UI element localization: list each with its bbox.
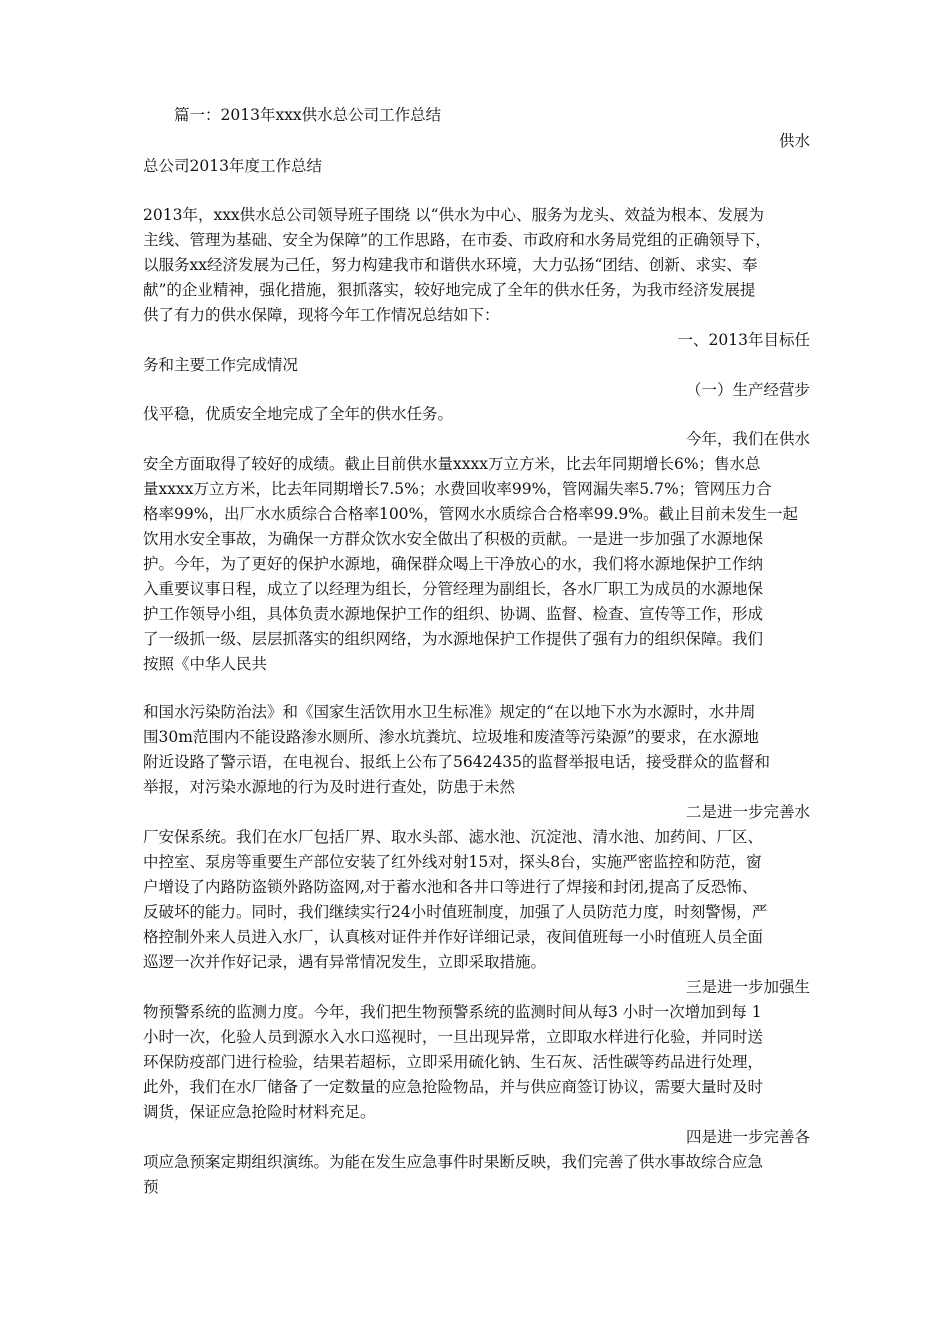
text-line: 和国水污染防治法》和《国家生活饮用水卫生标准》规定的“在以地下水为水源时，水井周 bbox=[143, 703, 756, 721]
text-line: 献”的企业精神，强化措施，狠抓落实，较好地完成了全年的供水任务，为我市经济发展提 bbox=[143, 281, 756, 299]
section-heading: 务和主要工作完成情况 bbox=[143, 356, 299, 374]
subsection-heading: 伐平稳，优质安全地完成了全年的供水任务。 bbox=[143, 405, 454, 423]
text-line: 护。今年，为了更好的保护水源地，确保群众喝上干净放心的水，我们将水源地保护工作纳 bbox=[143, 555, 764, 573]
subsection-heading: （一）生产经营步 bbox=[685, 381, 810, 399]
text-line: 预 bbox=[143, 1178, 159, 1196]
text-line: 总公司2013年度工作总结 bbox=[143, 157, 322, 175]
text-line: 巡逻一次并作好记录，遇有异常情况发生，立即采取措施。 bbox=[143, 953, 547, 971]
text-line: 二是进一步完善水 bbox=[685, 803, 810, 821]
text-line: 围30m范围内不能设路渗水厕所、渗水坑粪坑、垃圾堆和废渣等污染源”的要求，在水源地 bbox=[143, 728, 759, 746]
text-line: 格控制外来人员进入水厂，认真核对证件并作好详细记录，夜间值班每一小时值班人员全面 bbox=[143, 928, 764, 946]
text-line: 项应急预案定期组织演练。为能在发生应急事件时果断反映，我们完善了供水事故综合应急 bbox=[143, 1153, 764, 1171]
text-line: 主线、管理为基础、安全为保障”的工作思路，在市委、市政府和水务局党组的正确领导下， bbox=[143, 231, 771, 249]
text-line: 今年，我们在供水 bbox=[685, 430, 810, 448]
text-line: 了一级抓一级、层层抓落实的组织网络，为水源地保护工作提供了强有力的组织保障。我们 bbox=[143, 630, 764, 648]
text-line: 调货，保证应急抢险时材料充足。 bbox=[143, 1103, 376, 1121]
text-line: 安全方面取得了较好的成绩。截止目前供水量xxxx万立方米，比去年同期增长6%；售水总 bbox=[143, 455, 761, 473]
text-line: 小时一次，化验人员到源水入水口巡视时，一旦出现异常，立即取水样进行化验，并同时送 bbox=[143, 1028, 764, 1046]
text-line: 护工作领导小组，具体负责水源地保护工作的组织、协调、监督、检查、宣传等工作，形成 bbox=[143, 605, 764, 623]
text-line: 物预警系统的监测力度。今年，我们把生物预警系统的监测时间从每3 小时一次增加到每 1 bbox=[143, 1003, 762, 1021]
text-line: 户增设了内路防盗锁外路防盗网,对于蓄水池和各井口等进行了焊接和封闭,提高了反恐怖、 bbox=[143, 878, 758, 896]
text-line: 环保防疫部门进行检验，结果若超标，立即采用硫化钠、生石灰、活性碳等药品进行处理， bbox=[143, 1053, 764, 1071]
text-line: 四是进一步完善各 bbox=[685, 1128, 810, 1146]
section-heading: 一、2013年目标任 bbox=[677, 331, 810, 349]
text-line: 入重要议事日程，成立了以经理为组长，分管经理为副组长，各水厂职工为成员的水源地保 bbox=[143, 580, 764, 598]
document-title: 篇一：2013年xxx供水总公司工作总结 bbox=[174, 106, 442, 124]
text-line: 供水 bbox=[778, 132, 810, 150]
text-line: 中控室、泵房等重要生产部位安装了红外线对射15对，探头8台，实施严密监控和防范，窗 bbox=[143, 853, 762, 871]
text-line: 以服务xx经济发展为己任，努力构建我市和谐供水环境，大力弘扬“团结、创新、求实、奉 bbox=[143, 256, 758, 274]
text-line: 三是进一步加强生 bbox=[685, 978, 810, 996]
text-line: 厂安保系统。我们在水厂包括厂界、取水头部、滤水池、沉淀池、清水池、加药间、厂区、 bbox=[143, 828, 764, 846]
text-line: 附近设路了警示语，在电视台、报纸上公布了5642435的监督举报电话，接受群众的监督和 bbox=[143, 753, 771, 771]
text-line: 举报，对污染水源地的行为及时进行查处，防患于未然 bbox=[143, 778, 516, 796]
text-line: 2013年，xxx供水总公司领导班子围绕 以“供水为中心、服务为龙头、效益为根本、发展为 bbox=[143, 206, 765, 224]
text-line: 量xxxx万立方米，比去年同期增长7.5%；水费回收率99%，管网漏失率5.7%；管网压力合 bbox=[143, 480, 772, 498]
text-line: 格率99%，出厂水水质综合合格率100%，管网水水质综合合格率99.9%。截止目前未发生一起 bbox=[143, 505, 799, 523]
text-line: 饮用水安全事故，为确保一方群众饮水安全做出了积极的贡献。一是进一步加强了水源地保 bbox=[143, 530, 764, 548]
text-line: 此外，我们在水厂储备了一定数量的应急抢险物品，并与供应商签订协议，需要大量时及时 bbox=[143, 1078, 764, 1096]
text-line: 按照《中华人民共 bbox=[143, 655, 268, 673]
text-line: 供了有力的供水保障，现将今年工作情况总结如下： bbox=[143, 306, 500, 324]
text-line: 反破坏的能力。同时，我们继续实行24小时值班制度，加强了人员防范力度，时刻警惕，严 bbox=[143, 903, 768, 921]
